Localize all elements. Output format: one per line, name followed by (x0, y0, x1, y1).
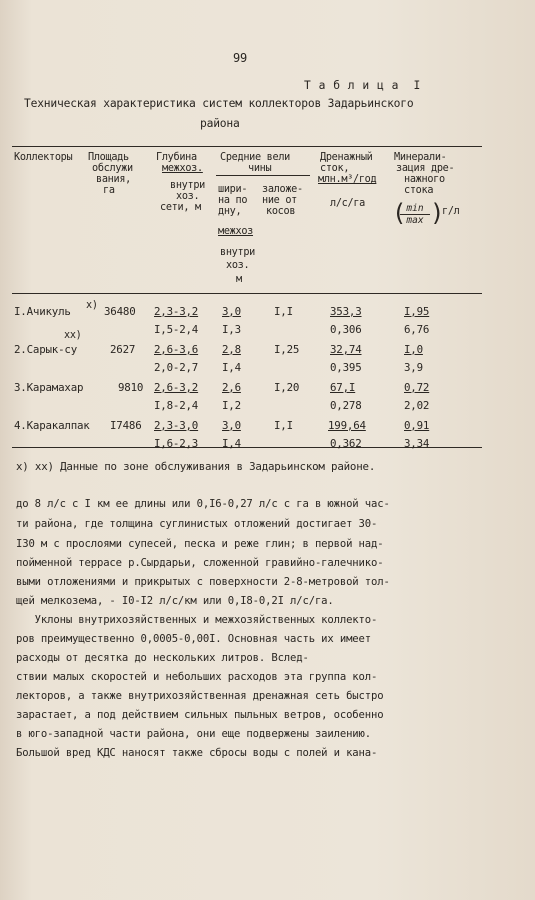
row-width-sub: I,4 (222, 437, 241, 450)
row-area: 36480 (104, 305, 136, 318)
header-area-1: Площадь (88, 152, 129, 163)
row-min-sub: 3,34 (404, 437, 430, 450)
header-slope-3: косов (266, 206, 296, 217)
header-min-paren-open: ( (392, 199, 407, 227)
row-depth-sub: I,8-2,4 (154, 399, 199, 412)
row-width-main: 3,0 (222, 419, 241, 432)
header-width-sub-3: м (236, 274, 242, 285)
header-depth-sub-1: внутри (170, 180, 206, 191)
row-width-sub: I,3 (222, 323, 241, 336)
header-min-frac-den: max (406, 215, 424, 226)
header-min-frac-num: min (400, 204, 430, 215)
row-flow-sub: 0,278 (330, 399, 362, 412)
row-depth-sub: 2,0-2,7 (154, 361, 199, 374)
page-number: 99 (233, 51, 248, 65)
body-line: ти района, где толщина суглинистых отложений достигает 30- (16, 518, 378, 530)
header-width-sub-1: внутри (220, 247, 256, 258)
body-line: расходы от десятка до нескольких литров. Вслед- (16, 652, 309, 664)
header-width-sub-2: хоз. (226, 260, 250, 271)
header-min-3: нажного (404, 174, 445, 185)
header-area-4: га (103, 185, 115, 196)
header-width-3: дну, (218, 206, 242, 217)
row-depth-main: 2,6-3,2 (154, 381, 199, 394)
row-min-main: 0,91 (404, 419, 430, 432)
header-depth-main: межхоз. (162, 163, 203, 174)
row-width-sub: I,4 (222, 361, 241, 374)
header-width-1: шири- (218, 184, 248, 195)
header-min-2: зация дре- (396, 163, 455, 174)
row-width-main: 2,8 (222, 343, 241, 356)
row-name: I.Ачикуль (14, 305, 71, 318)
header-avg-rule (216, 175, 310, 176)
body-line: зарастает, а под действием сильных пыльных ветров, особенно (16, 709, 384, 721)
table-footnote: x) xx) Данные по зоне обслуживания в Задарьинском районе. (16, 460, 376, 473)
header-avg-top-1: Средние вели (220, 152, 291, 163)
table-title-line2: района (200, 117, 240, 130)
row-flow-main: 32,74 (330, 343, 362, 356)
header-depth-sub-3: сети, м (160, 202, 201, 213)
header-drain-1: Дренажный (320, 152, 373, 163)
body-line: выми отложениями и прикрытых с поверхности 2-8-метровой тол- (16, 576, 390, 588)
header-min-4: стока (404, 185, 434, 196)
table-title-line1: Техническая характеристика систем коллекторов Задарьинского (24, 97, 414, 110)
row-slope: I,20 (274, 381, 300, 394)
header-slope-2: ние от (262, 195, 298, 206)
header-avg-top-2: чины (248, 163, 272, 174)
row-slope: I,I (274, 305, 293, 318)
body-line: щей мелкозема, - I0-I2 л/с/км или 0,I8-0,2I л/с/га. (16, 595, 334, 607)
body-line: I30 м с прослоями супесей, песка и реже глин; в первой над- (16, 538, 384, 550)
header-area-2: обслужи (92, 163, 133, 174)
header-drain-main: млн.м³/год (318, 174, 377, 185)
row-area: 2627 (110, 343, 136, 356)
row-flow-sub: 0,395 (330, 361, 362, 374)
row-slope: I,I (274, 419, 293, 432)
row-flow-sub: 0,306 (330, 323, 362, 336)
row-flow-main: 67,I (330, 381, 356, 394)
row-width-sub: I,2 (222, 399, 241, 412)
header-slope-1: заложе- (262, 184, 303, 195)
row-min-main: 0,72 (404, 381, 430, 394)
row-name: 3.Карамахар (14, 381, 84, 394)
header-area-3: вания, (96, 174, 132, 185)
table-header-rule (12, 293, 482, 294)
row-footnote-mark: xx) (64, 330, 82, 341)
header-collectors: Коллекторы (14, 152, 73, 163)
header-min-paren-close: ) (430, 199, 445, 227)
row-slope: I,25 (274, 343, 300, 356)
row-name: 2.Сарык-су (14, 343, 78, 356)
header-depth-top: Глубина (156, 152, 197, 163)
body-line: до 8 л/с с I км ее длины или 0,I6-0,27 л/с с га в южной час- (16, 498, 390, 510)
header-min-unit: г/л (442, 206, 460, 217)
body-line: Большой вред КДС наносят также сбросы воды с полей и кана- (16, 747, 378, 759)
header-width-main: межхоз (218, 226, 254, 237)
row-flow-main: 353,3 (330, 305, 362, 318)
body-line: лекторов, а также внутрихозяйственная дренажная сеть быстро (16, 690, 384, 702)
row-min-main: I,0 (404, 343, 423, 356)
table-label: Т а б л и ц а I (304, 79, 421, 92)
body-line: в юго-западной части района, они еще подвержены заилению. (16, 728, 371, 740)
row-depth-main: 2,3-3,0 (154, 419, 199, 432)
row-footnote-mark: x) (86, 300, 98, 311)
row-area: 9810 (118, 381, 144, 394)
body-line: Уклоны внутрихозяйственных и межхозяйственных коллекто- (16, 614, 378, 626)
header-min-1: Минерали- (394, 152, 447, 163)
row-width-main: 3,0 (222, 305, 241, 318)
row-name: 4.Каракалпак (14, 419, 90, 432)
table-top-rule (12, 146, 482, 147)
row-flow-main: 199,64 (328, 419, 366, 432)
row-depth-main: 2,3-3,2 (154, 305, 199, 318)
row-min-sub: 3,9 (404, 361, 423, 374)
row-min-main: I,95 (404, 305, 430, 318)
body-line: пойменной террасе р.Сырдарьи, сложенной гравийно-галечнико- (16, 557, 384, 569)
header-depth-sub-2: хоз. (176, 191, 200, 202)
header-width-2: на по (218, 195, 248, 206)
row-flow-sub: 0,362 (330, 437, 362, 450)
body-line: ров преимущественно 0,0005-0,00I. Основная часть их имеет (16, 633, 371, 645)
row-area: I7486 (110, 419, 142, 432)
row-depth-sub: I,5-2,4 (154, 323, 199, 336)
row-min-sub: 2,02 (404, 399, 430, 412)
header-drain-sub: л/с/га (330, 198, 366, 209)
row-depth-sub: I,6-2,3 (154, 437, 199, 450)
body-line: ствии малых скоростей и небольших расходов эта группа кол- (16, 671, 378, 683)
row-width-main: 2,6 (222, 381, 241, 394)
header-drain-2: сток, (320, 163, 350, 174)
row-min-sub: 6,76 (404, 323, 430, 336)
row-depth-main: 2,6-3,6 (154, 343, 199, 356)
